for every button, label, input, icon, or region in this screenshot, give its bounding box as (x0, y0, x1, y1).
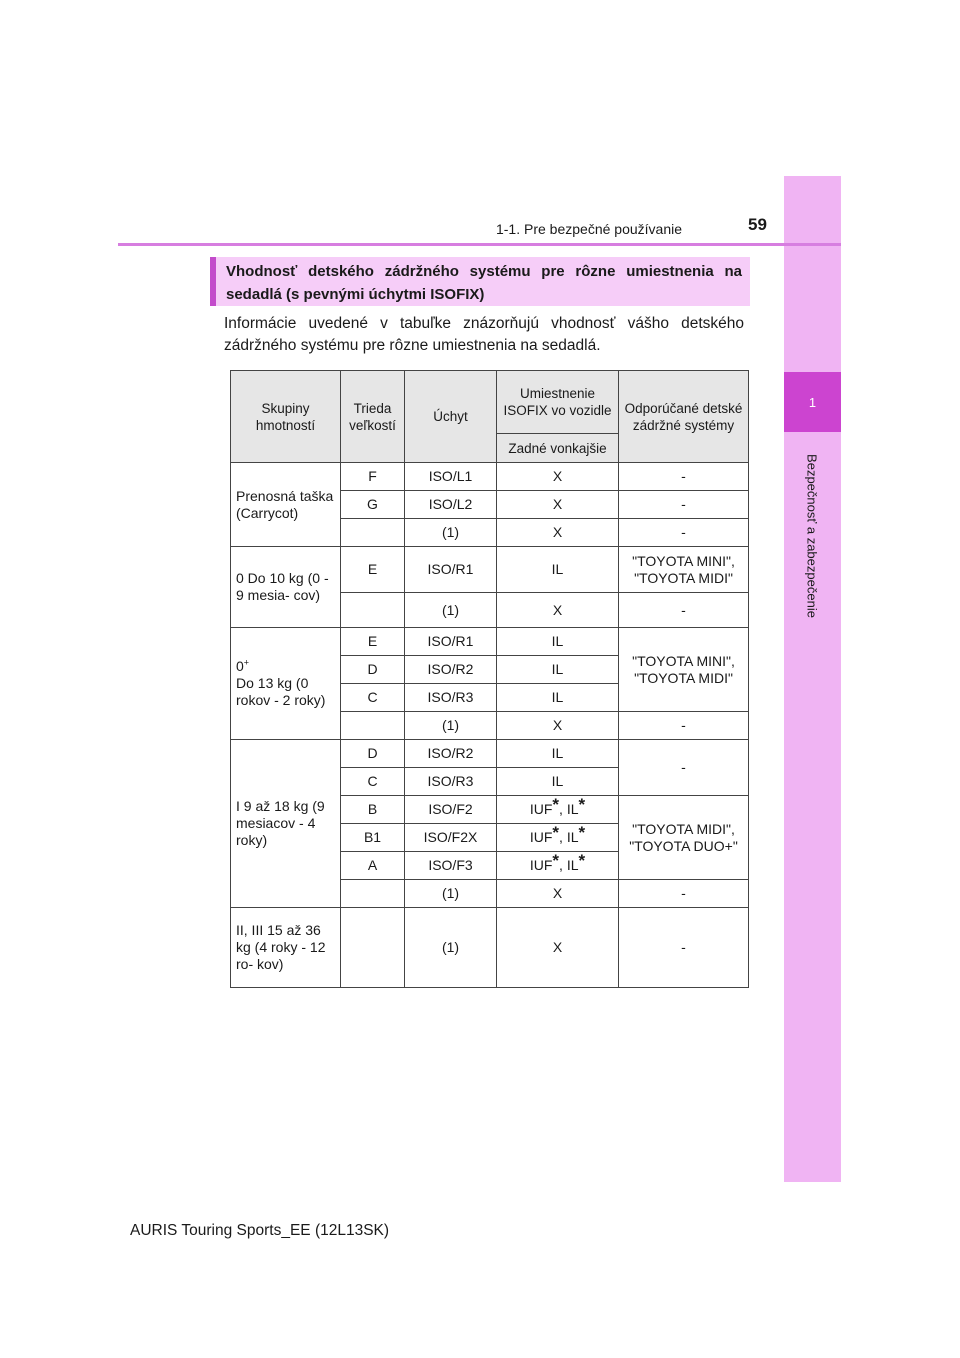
fixture-cell: ISO/R2 (405, 740, 497, 768)
group-carrycot: Prenosná taška (Carrycot) (231, 463, 341, 547)
position-cell: IL (497, 628, 619, 656)
size-cell: B (341, 796, 405, 824)
asterisk-icon: * (552, 795, 560, 814)
size-cell: A (341, 852, 405, 880)
fixture-cell: ISO/R2 (405, 656, 497, 684)
table-row (231, 547, 749, 593)
section-heading: Vhodnosť detského zádržného systému pre rôzne umiestnenia na sedadlá (s pevnými úchytmi ISOFIX) (210, 257, 750, 306)
position-cell: IL (497, 740, 619, 768)
size-cell: D (341, 656, 405, 684)
recommended-cell: - (619, 519, 749, 547)
position-cell: X (497, 463, 619, 491)
position-cell: IL (497, 547, 619, 593)
fixture-cell: ISO/L1 (405, 463, 497, 491)
asterisk-icon: * (578, 851, 586, 870)
position-cell: X (497, 519, 619, 547)
table-row (231, 463, 749, 491)
position-cell: IUF*, IL* (497, 824, 619, 852)
size-cell (341, 908, 405, 988)
header-rear-outboard: Zadné vonkajšie (497, 434, 619, 463)
header-isofix-position: Umiestnenie ISOFIX vo vozidle (497, 371, 619, 434)
group-2-3: II, III 15 až 36 kg (4 roky - 12 ro- kov) (231, 908, 341, 988)
fixture-cell: ISO/F2X (405, 824, 497, 852)
position-cell: IUF*, IL* (497, 796, 619, 824)
position-cell: IL (497, 684, 619, 712)
recommended-cell: - (619, 908, 749, 988)
size-cell: G (341, 491, 405, 519)
size-cell (341, 519, 405, 547)
fixture-cell: ISO/L2 (405, 491, 497, 519)
fixture-cell: (1) (405, 712, 497, 740)
chapter-number: 1 (784, 372, 841, 432)
table-header-row (231, 371, 749, 434)
header-recommended: Odporúčané detské zádržné systémy (619, 371, 749, 463)
fixture-cell: ISO/R1 (405, 628, 497, 656)
recommended-cell: "TOYOTA MINI", "TOYOTA MIDI" (619, 628, 749, 712)
position-cell: IUF*, IL* (497, 852, 619, 880)
header-size-class: Trieda veľkostí (341, 371, 405, 463)
page-number: 59 (748, 215, 767, 234)
isofix-suitability-table (230, 370, 749, 988)
chapter-label: Bezpečnosť a zabezpečenie (804, 454, 820, 618)
section-title: 1-1. Pre bezpečné používanie (495, 221, 682, 237)
position-cell: X (497, 712, 619, 740)
size-cell: B1 (341, 824, 405, 852)
position-cell: X (497, 491, 619, 519)
size-cell: C (341, 768, 405, 796)
recommended-cell: "TOYOTA MINI", "TOYOTA MIDI" (619, 547, 749, 593)
recommended-cell: - (619, 593, 749, 628)
footer-model: AURIS Touring Sports_EE (12L13SK) (130, 1222, 390, 1239)
position-cell: IL (497, 656, 619, 684)
fixture-cell: ISO/R3 (405, 768, 497, 796)
table-row (231, 908, 749, 988)
fixture-cell: (1) (405, 519, 497, 547)
asterisk-icon: * (552, 823, 560, 842)
size-cell: E (341, 547, 405, 593)
header-fixture: Úchyt (405, 371, 497, 463)
position-cell: X (497, 880, 619, 908)
fixture-cell: (1) (405, 908, 497, 988)
recommended-cell: - (619, 740, 749, 796)
size-cell: D (341, 740, 405, 768)
group-0-plus-sup: + (243, 657, 250, 668)
position-cell: IL (497, 768, 619, 796)
fixture-cell: (1) (405, 880, 497, 908)
intro-paragraph: Informácie uvedené v tabuľke znázorňujú vhodnosť vášho detského zádržného systému pre rôzne umiestnenia na sedadlá. (224, 315, 744, 354)
asterisk-icon: * (578, 795, 586, 814)
chapter-side-tab (784, 176, 841, 1182)
group-1: I 9 až 18 kg (9 mesiacov - 4 roky) (231, 740, 341, 908)
table-row (231, 740, 749, 768)
header-weight-group: Skupiny hmotností (231, 371, 341, 463)
asterisk-icon: * (552, 851, 560, 870)
header-rule (118, 243, 841, 246)
fixture-cell: ISO/F3 (405, 852, 497, 880)
recommended-cell: "TOYOTA MIDI", "TOYOTA DUO+" (619, 796, 749, 880)
size-cell: C (341, 684, 405, 712)
asterisk-icon: * (578, 823, 586, 842)
position-cell: X (497, 908, 619, 988)
group-0-plus-detail: Do 13 kg (0 rokov - 2 roky) (236, 675, 326, 708)
group-0-plus (231, 628, 341, 740)
position-cell: X (497, 593, 619, 628)
size-cell: E (341, 628, 405, 656)
fixture-cell: ISO/R1 (405, 547, 497, 593)
group-0: 0 Do 10 kg (0 - 9 mesia- cov) (231, 547, 341, 628)
recommended-cell: - (619, 463, 749, 491)
size-cell (341, 593, 405, 628)
fixture-cell: ISO/F2 (405, 796, 497, 824)
size-cell (341, 712, 405, 740)
fixture-cell: (1) (405, 593, 497, 628)
size-cell (341, 880, 405, 908)
fixture-cell: ISO/R3 (405, 684, 497, 712)
recommended-cell: - (619, 491, 749, 519)
recommended-cell: - (619, 712, 749, 740)
group-0-plus-label: 0 (236, 658, 244, 674)
table-row (231, 628, 749, 656)
recommended-cell: - (619, 880, 749, 908)
size-cell: F (341, 463, 405, 491)
